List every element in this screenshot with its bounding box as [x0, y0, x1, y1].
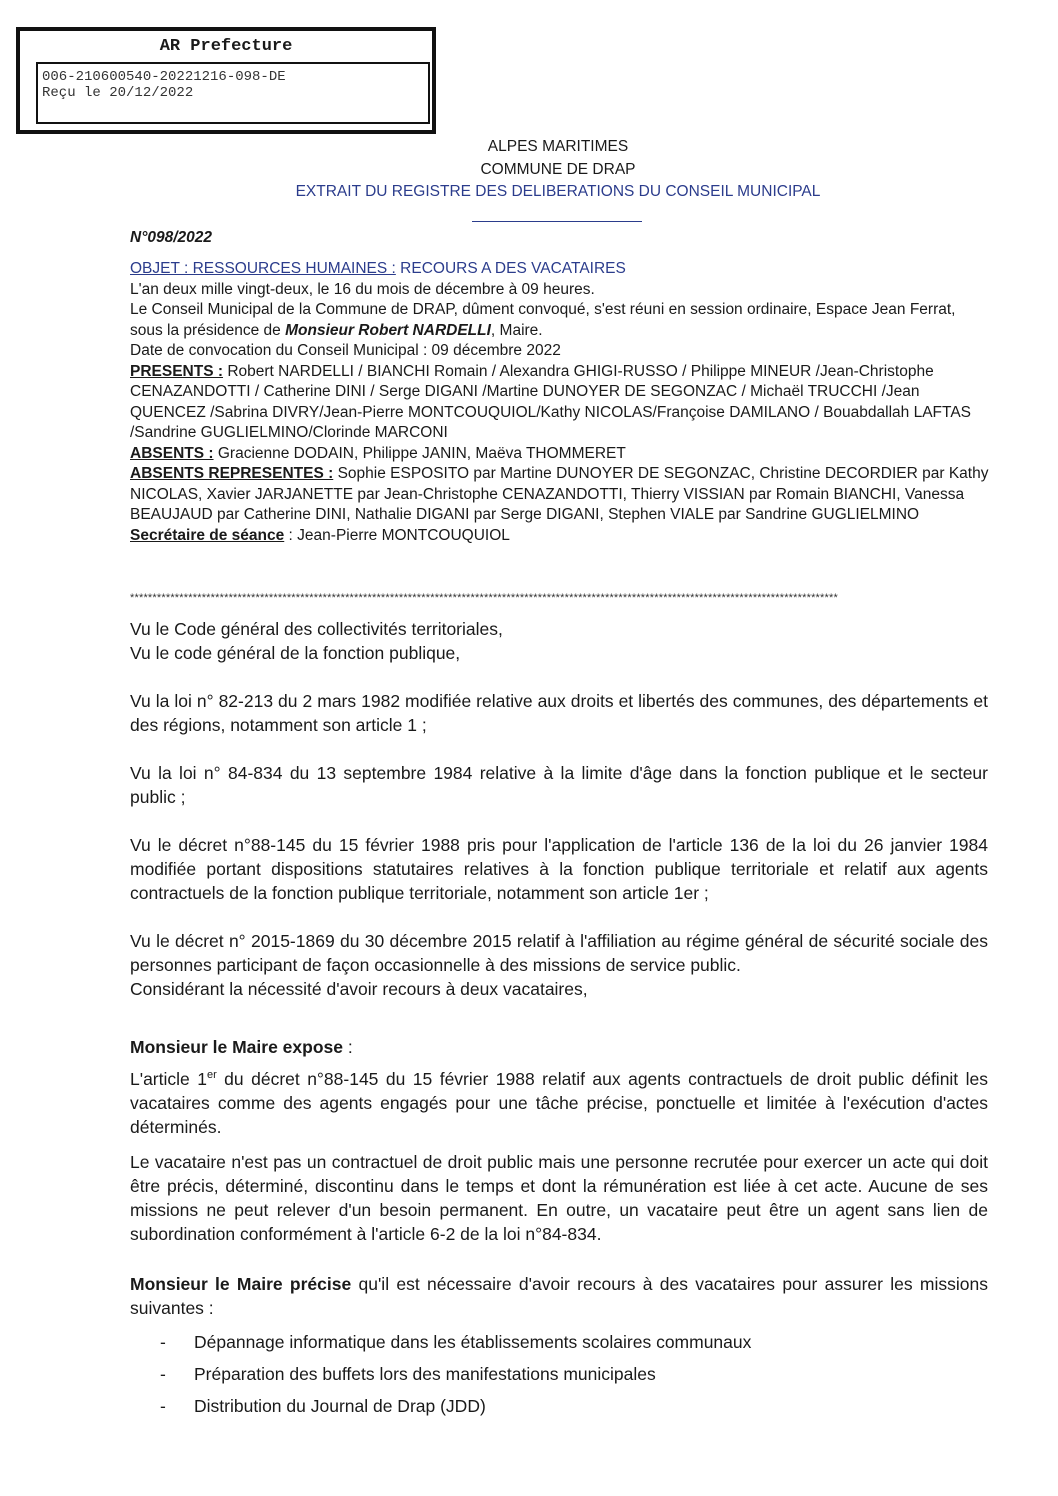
title-underline — [472, 221, 642, 222]
presents-names: Robert NARDELLI / BIANCHI Romain / Alexandra GHIGI-RUSSO / Philippe MINEUR /Jean-Christophe CENAZANDOTTI / Catherine DINI / Serge DIGANI /Martine DUNOYER DE SEGONZAC / Michaël TRUCCHI /Jean QUENCEZ /Sabrina DIVRY/Jean-Pierre MONTCOUQUIOL/Kathy NICOLAS/Françoise DAMILANO / Bouabdallah LAFTAS /Sandrine GUGLIELMINO/Clorinde MARCONI — [130, 362, 972, 441]
stamp-received-date: Reçu le 20/12/2022 — [42, 85, 194, 101]
visa-decret-88-145: Vu le décret n°88-145 du 15 février 1988 pris pour l'application de l'article 136 de la loi du 26 janvier 1984 modifiée portant dispositions statutaires relatives à la fonction publique territoriale et relatif aux agents contractuels de la fonction publique territoriale, notamment son article 1er ; — [130, 835, 988, 903]
stamp-reference: 006-210600540-20221216-098-DE — [42, 69, 286, 85]
convocation-date: Date de convocation du Conseil Municipal : 09 décembre 2022 — [130, 342, 561, 359]
list-item — [130, 1330, 988, 1354]
list-dash: - — [160, 1396, 166, 1416]
expose-paragraph-1 — [130, 1067, 988, 1139]
expose-p1-rest: du décret n°88-145 du 15 février 1988 relatif aux agents contractuels de droit public définit les vacataires comme des agents engagés pour une tâche précise, ponctuelle et limitée à l'exécution d'actes déterminés. — [130, 1069, 988, 1137]
mission-text: Préparation des buffets lors des manifestations municipales — [194, 1364, 656, 1384]
president-name: Monsieur Robert NARDELLI — [285, 321, 491, 339]
precise-lead-bold: Monsieur le Maire précise — [130, 1274, 352, 1294]
stamp-reference-box — [36, 62, 430, 124]
secretary-line — [130, 526, 990, 547]
represented-label: ABSENTS REPRESENTES : — [130, 465, 334, 482]
precise-paragraph — [130, 1272, 988, 1320]
precise-lead-rest: qu'il est nécessaire d'avoir recours à des vacataires pour assurer les missions suivantes : — [130, 1274, 988, 1318]
mission-text: Distribution du Journal de Drap (JDD) — [194, 1396, 486, 1416]
expose-heading-colon: : — [343, 1037, 353, 1057]
secretary-name: : Jean-Pierre MONTCOUQUIOL — [284, 526, 510, 544]
objet-text: RECOURS A DES VACATAIRES — [395, 260, 626, 277]
represented-list — [130, 464, 990, 526]
president-title: , Maire. — [490, 321, 543, 339]
secretary-label: Secrétaire de séance — [130, 526, 285, 544]
visa-loi-82-213: Vu la loi n° 82-213 du 2 mars 1982 modifiée relative aux droits et libertés des communes, des départements et des régions, notamment son article 1 ; — [130, 691, 988, 735]
department-heading: ALPES MARITIMES — [487, 138, 629, 155]
list-item — [130, 1394, 988, 1418]
absents-names: Gracienne DODAIN, Philippe JANIN, Maëva THOMMERET — [213, 444, 626, 462]
visa-loi-84-834: Vu la loi n° 84-834 du 13 septembre 1984 relative à la limite d'âge dans la fonction publique et le secteur public ; — [130, 763, 988, 807]
list-dash: - — [160, 1364, 166, 1384]
objet-prefix: OBJET : RESSOURCES HUMAINES : — [130, 260, 396, 277]
deliberation-intro — [130, 259, 990, 546]
presents-label: PRESENTS : — [130, 362, 224, 380]
commune-heading: COMMUNE DE DRAP — [480, 161, 636, 178]
visa-cgfp: Vu le code général de la fonction publique, — [130, 643, 461, 663]
meeting-date: L'an deux mille vingt-deux, le 16 du mois de décembre à 09 heures. — [130, 280, 595, 298]
separator-stars: ************************************************************************************************************************************************************** — [130, 592, 838, 604]
absents-list — [130, 444, 990, 465]
prefecture-stamp — [16, 27, 436, 134]
visa-cgct: Vu le Code général des collectivités territoriales, — [130, 619, 503, 639]
deliberation-number: N°098/2022 — [130, 229, 213, 246]
meeting-location — [130, 300, 990, 341]
meeting-location-text: Le Conseil Municipal de la Commune de DRAP, dûment convoqué, s'est réuni en session ordinaire, Espace Jean Ferrat, sous la présidence de — [130, 301, 956, 339]
expose-p1-start: L'article 1 — [130, 1069, 207, 1089]
register-title: EXTRAIT DU REGISTRE DES DELIBERATIONS DU CONSEIL MUNICIPAL — [295, 183, 821, 200]
expose-heading-bold: Monsieur le Maire expose — [130, 1037, 343, 1057]
absents-label: ABSENTS : — [130, 444, 214, 462]
deliberation-body — [130, 617, 988, 1426]
mission-text: Dépannage informatique dans les établissements scolaires communaux — [194, 1332, 752, 1352]
missions-list — [130, 1330, 988, 1418]
presents-list — [130, 362, 990, 444]
expose-heading — [130, 1035, 988, 1059]
expose-paragraph-2: Le vacataire n'est pas un contractuel de droit public mais une personne recrutée pour exercer un acte qui doit être précis, déterminé, discontinu dans le temps et dont la rémunération est liée à cet acte. Aucune de ses missions ne peut relever d'un besoin permanent. En outre, un vacataire peut être un agent sans lien de subordination conformément à l'article 6-2 de la loi n°84-834. — [130, 1152, 988, 1244]
objet-line — [130, 259, 990, 280]
list-item — [130, 1362, 988, 1386]
expose-p1-sup: er — [206, 1069, 217, 1082]
visa-decret-2015-1869: Vu le décret n° 2015-1869 du 30 décembre 2015 relatif à l'affiliation au régime général de sécurité sociale des personnes participant de façon occasionnelle à des missions de service public. — [130, 931, 988, 975]
represented-names: Sophie ESPOSITO par Martine DUNOYER DE SEGONZAC, Christine DECORDIER par Kathy NICOLAS, Xavier JARJANETTE par Jean-Christophe CENAZANDOTTI, Thierry VISSIAN par Romain BIANCHI, Vanessa BEAUJAUD par Catherine DINI, Nathalie DIGANI par Serge DIGANI, Stephen VIALE par Sandrine GUGLIELMINO — [130, 465, 989, 523]
considerant: Considérant la nécessité d'avoir recours à deux vacataires, — [130, 979, 588, 999]
list-dash: - — [160, 1332, 166, 1352]
stamp-title: AR Prefecture — [159, 37, 293, 56]
